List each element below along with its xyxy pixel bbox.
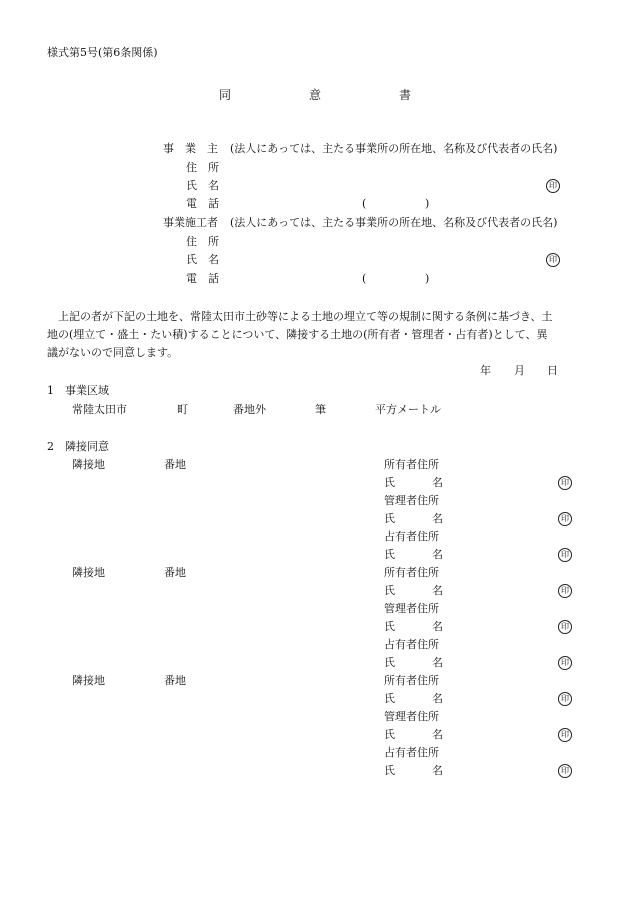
seal-mark: 印 [558,620,572,634]
manager-address-label: 管理者住所 [384,494,439,507]
business-owner-label: 事 業 主 [163,142,218,155]
name-label: 氏 名 [186,179,219,192]
address-label: 住 所 [186,161,219,174]
manager-address-label: 管理者住所 [384,602,439,615]
neighbor-1-label: 隣接地 [72,458,105,471]
name-label-right: 名 [432,728,443,741]
name-label-left: 氏 [384,728,395,741]
owner-address-label: 所有者住所 [384,458,439,471]
area-city: 常陸太田市 [72,403,127,416]
name-label-right: 名 [432,512,443,525]
section1-heading: 1 事業区域 [47,384,109,397]
seal-mark: 印 [546,253,560,267]
seal-mark: 印 [558,476,572,490]
contractor-name-label: 氏 名 [186,253,219,266]
area-parcels: 筆 [315,403,326,416]
name-label-left: 氏 [384,764,395,777]
title-char-3: 書 [399,88,412,102]
name-label-right: 名 [432,548,443,561]
name-label-right: 名 [432,476,443,489]
business-owner-note: (法人にあっては、主たる事業所の所在地、名称及び代表者の氏名) [230,142,558,155]
area-unit: 平方メートル [375,403,441,416]
contractor-phone-open-paren: ( [362,272,367,285]
occupant-address-label: 占有者住所 [384,746,439,759]
phone-label: 電 話 [186,197,219,210]
name-label-right: 名 [432,692,443,705]
contractor-address-label: 住 所 [186,235,219,248]
title-char-2: 意 [309,88,322,102]
occupant-address-label: 占有者住所 [384,530,439,543]
area-lot-outside: 番地外 [233,403,266,416]
owner-address-label: 所有者住所 [384,674,439,687]
contractor-phone-close-paren: ) [425,272,430,285]
name-label-left: 氏 [384,620,395,633]
neighbor-3-lot-label: 番地 [164,674,186,687]
seal-mark: 印 [558,692,572,706]
section2-heading: 2 隣接同意 [47,440,109,453]
contractor-phone-label: 電 話 [186,272,219,285]
name-label-right: 名 [432,656,443,669]
date-day: 日 [547,364,558,377]
form-number: 様式第5号(第6条関係) [47,46,158,59]
name-label-left: 氏 [384,656,395,669]
name-label-left: 氏 [384,692,395,705]
seal-mark: 印 [546,179,560,193]
name-label-left: 氏 [384,548,395,561]
owner-address-label: 所有者住所 [384,566,439,579]
manager-address-label: 管理者住所 [384,710,439,723]
phone-open-paren: ( [362,197,367,210]
name-label-right: 名 [432,764,443,777]
neighbor-3-label: 隣接地 [72,674,105,687]
title-char-1: 同 [219,88,232,102]
body-line-3: 議がないので同意します。 [47,346,179,359]
name-label-right: 名 [432,620,443,633]
name-label-right: 名 [432,584,443,597]
seal-mark: 印 [558,584,572,598]
seal-mark: 印 [558,764,572,778]
contractor-note: (法人にあっては、主たる事業所の所在地、名称及び代表者の氏名) [230,216,558,229]
date-month: 月 [514,364,525,377]
seal-mark: 印 [558,728,572,742]
seal-mark: 印 [558,548,572,562]
contractor-label: 事業施工者 [163,216,218,229]
name-label-left: 氏 [384,512,395,525]
phone-close-paren: ) [425,197,430,210]
neighbor-2-label: 隣接地 [72,566,105,579]
neighbor-1-lot-label: 番地 [164,458,186,471]
seal-mark: 印 [558,656,572,670]
seal-mark: 印 [558,512,572,526]
occupant-address-label: 占有者住所 [384,638,439,651]
body-line-2: 地の(埋立て・盛土・たい積)することについて、隣接する土地の(所有者・管理者・占有者)として、異 [47,328,548,341]
body-line-1: 上記の者が下記の土地を、常陸太田市土砂等による土地の埋立て等の規制に関する条例に基づき、土 [58,310,553,323]
name-label-left: 氏 [384,584,395,597]
neighbor-2-lot-label: 番地 [164,566,186,579]
area-town: 町 [177,403,188,416]
name-label-left: 氏 [384,476,395,489]
date-year: 年 [480,364,491,377]
